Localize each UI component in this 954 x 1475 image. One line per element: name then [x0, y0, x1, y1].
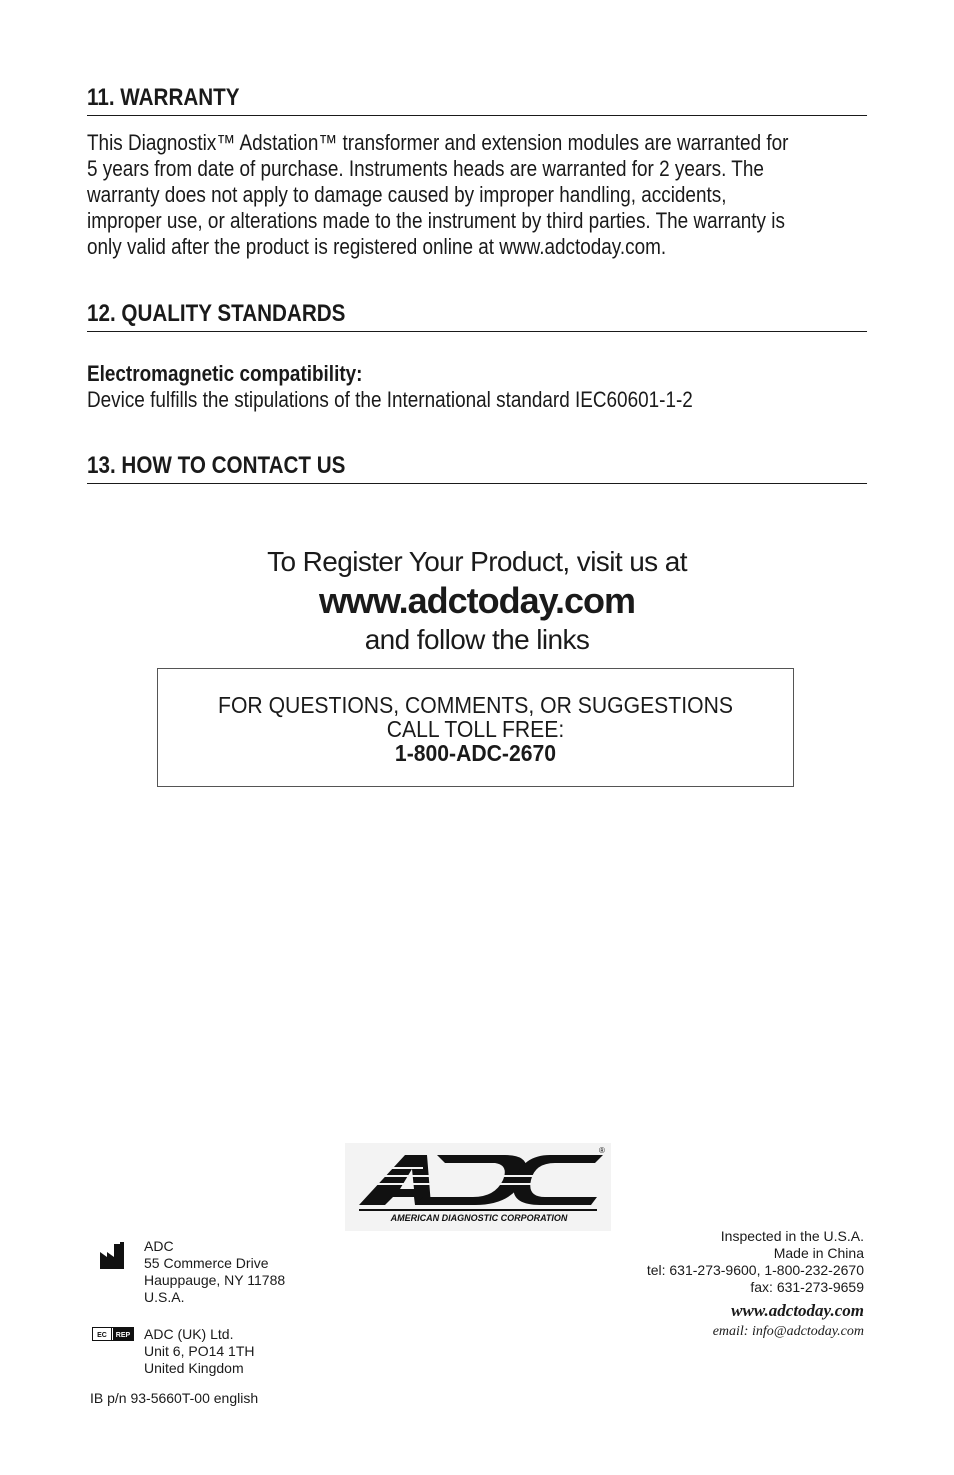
address-line: Hauppauge, NY 11788	[144, 1272, 286, 1288]
register-block	[0, 545, 954, 657]
address-line: U.S.A.	[144, 1289, 185, 1305]
contact-box-line-2: CALL TOLL FREE:	[386, 716, 565, 742]
address-line: Unit 6, PO14 1TH	[144, 1343, 255, 1359]
info-line: Made in China	[773, 1245, 864, 1261]
warranty-line: 5 years from date of purchase. Instruments heads are warranted for 2 years. The	[87, 156, 764, 181]
footer-email[interactable]: email: info@adctoday.com	[712, 1324, 864, 1339]
registered-mark: ®	[599, 1146, 605, 1155]
warranty-heading: 11. WARRANTY	[87, 84, 867, 116]
logo-tagline: AMERICAN DIAGNOSTIC CORPORATION	[390, 1213, 568, 1223]
warranty-line: improper use, or alterations made to the instrument by third parties. The warranty is	[87, 208, 785, 233]
info-line: fax: 631-273-9659	[750, 1279, 864, 1295]
inspection-info	[647, 1228, 864, 1296]
warranty-line: only valid after the product is registered online at www.adctoday.com.	[87, 234, 667, 259]
register-line-1: To Register Your Product, visit us at	[267, 546, 687, 577]
info-line: Inspected in the U.S.A.	[720, 1228, 864, 1244]
info-line: tel: 631-273-9600, 1-800-232-2670	[646, 1262, 864, 1278]
warranty-line: warranty does not apply to damage caused by improper handling, accidents,	[87, 182, 727, 207]
register-url[interactable]: www.adctoday.com	[318, 580, 636, 621]
emc-text: Device fulfills the stipulations of the International standard IEC60601-1-2	[87, 387, 693, 412]
address-line: United Kingdom	[144, 1360, 244, 1376]
quality-text	[87, 361, 861, 413]
adc-logo	[345, 1143, 611, 1231]
register-line-3: and follow the links	[364, 624, 590, 655]
contact-box	[157, 668, 794, 787]
warranty-line: This Diagnostix™ Adstation™ transformer and extension modules are warranted for	[87, 130, 789, 155]
footer-website[interactable]: www.adctoday.com	[731, 1301, 864, 1320]
rep-badge-text: REP	[115, 1332, 131, 1339]
manufacturer-address	[144, 1238, 285, 1306]
address-line: ADC (UK) Ltd.	[144, 1326, 234, 1342]
address-line: ADC	[144, 1238, 174, 1254]
address-line: 55 Commerce Drive	[144, 1255, 269, 1271]
ec-rep-address	[144, 1326, 255, 1377]
warranty-text	[87, 130, 861, 260]
ec-rep-icon	[92, 1327, 134, 1346]
toll-free-number[interactable]: 1-800-ADC-2670	[394, 740, 557, 766]
part-number: IB p/n 93-5660T-00 english	[90, 1390, 259, 1406]
quality-heading: 12. QUALITY STANDARDS	[87, 300, 867, 332]
contact-box-line-1: FOR QUESTIONS, COMMENTS, OR SUGGESTIONS	[218, 692, 733, 718]
emc-subheading: Electromagnetic compatibility:	[87, 361, 363, 386]
contact-heading: 13. HOW TO CONTACT US	[87, 452, 867, 484]
adc-logo-graphic	[345, 1143, 611, 1231]
factory-icon	[98, 1240, 126, 1275]
ec-badge-text: EC	[97, 1332, 107, 1339]
